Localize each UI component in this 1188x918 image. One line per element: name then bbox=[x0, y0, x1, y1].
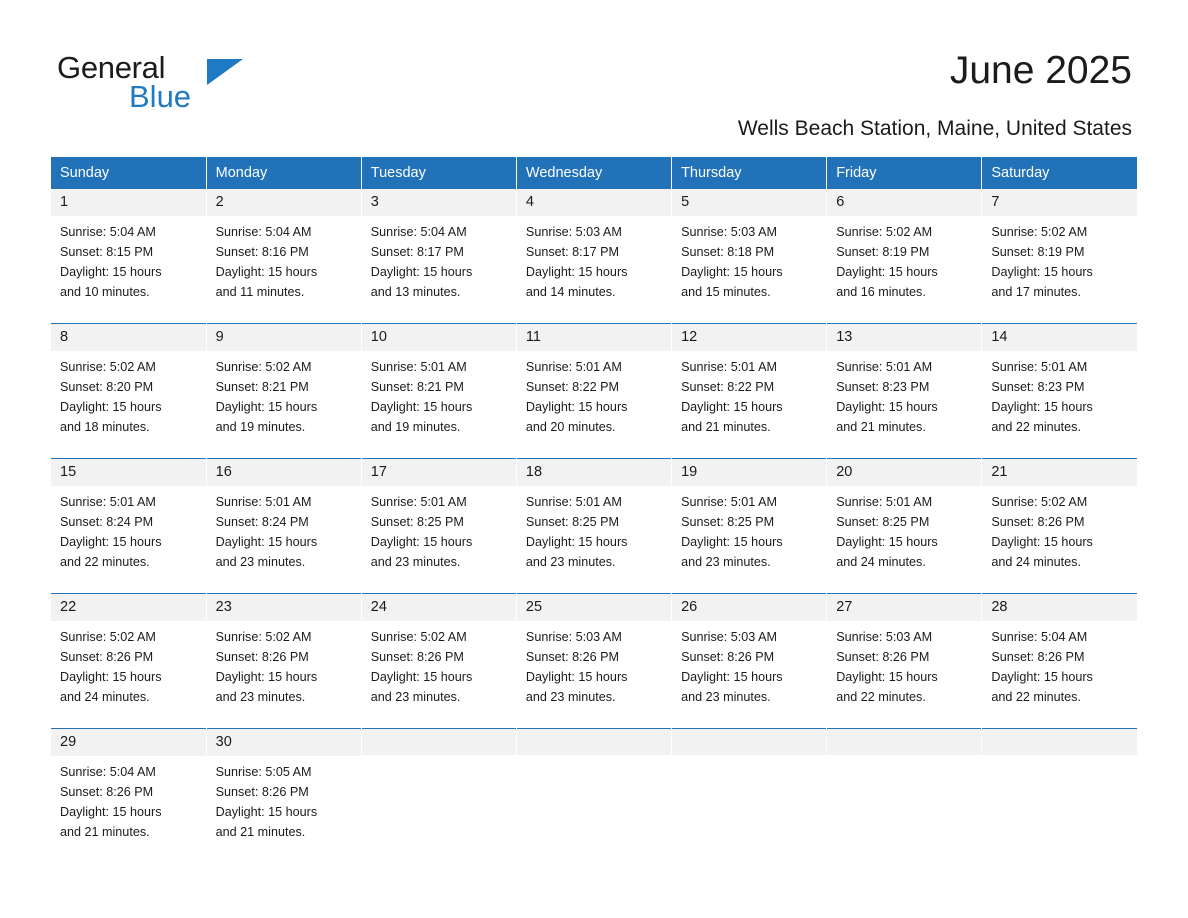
sunrise-text: Sunrise: 5:02 AM bbox=[215, 630, 312, 644]
day-info bbox=[51, 351, 206, 437]
calendar-day-cell-empty bbox=[516, 728, 671, 863]
page-title: June 2025 bbox=[949, 49, 1132, 92]
sunset-text: Sunset: 8:21 PM bbox=[370, 380, 464, 394]
day-info bbox=[362, 486, 516, 572]
daylight-text-line2: and 23 minutes. bbox=[681, 690, 771, 704]
daylight-text-line2: and 15 minutes. bbox=[681, 285, 771, 299]
sunset-text: Sunset: 8:19 PM bbox=[991, 245, 1085, 259]
calendar-day-cell-empty bbox=[361, 728, 516, 863]
day-number: 21 bbox=[982, 458, 1137, 486]
day-number: 17 bbox=[362, 458, 516, 486]
calendar-day-cell[interactable] bbox=[361, 458, 516, 593]
sunrise-text: Sunrise: 5:01 AM bbox=[836, 495, 933, 509]
sunrise-text: Sunrise: 5:01 AM bbox=[681, 360, 777, 374]
daylight-text-line2: and 18 minutes. bbox=[60, 420, 150, 434]
day-info bbox=[982, 351, 1137, 437]
daylight-text-line2: and 17 minutes. bbox=[991, 285, 1081, 299]
sunset-text: Sunset: 8:26 PM bbox=[681, 650, 775, 664]
calendar-day-cell[interactable] bbox=[516, 458, 671, 593]
sunset-text: Sunset: 8:19 PM bbox=[836, 245, 930, 259]
daylight-text-line2: and 24 minutes. bbox=[836, 555, 926, 569]
daylight-text-line2: and 23 minutes. bbox=[681, 555, 771, 569]
daylight-text-line2: and 21 minutes. bbox=[60, 825, 150, 839]
weekday-header-monday: Monday bbox=[206, 157, 361, 188]
calendar-day-cell-empty bbox=[672, 728, 827, 863]
daylight-text-line1: Daylight: 15 hours bbox=[991, 535, 1093, 549]
day-info bbox=[51, 216, 206, 302]
day-number: 29 bbox=[51, 728, 206, 756]
daylight-text-line1: Daylight: 15 hours bbox=[215, 805, 318, 819]
day-info bbox=[827, 216, 981, 302]
weekday-header-sunday: Sunday bbox=[51, 157, 206, 188]
daylight-text-line1: Daylight: 15 hours bbox=[60, 265, 162, 279]
calendar-day-cell-empty bbox=[982, 728, 1137, 863]
day-number: 1 bbox=[51, 188, 206, 216]
daylight-text-line1: Daylight: 15 hours bbox=[215, 400, 318, 414]
sunset-text: Sunset: 8:25 PM bbox=[836, 515, 930, 529]
day-number: 8 bbox=[51, 323, 206, 351]
calendar-day-cell[interactable] bbox=[206, 728, 361, 863]
daylight-text-line1: Daylight: 15 hours bbox=[681, 670, 783, 684]
calendar-week-row bbox=[51, 728, 1137, 863]
sunrise-text: Sunrise: 5:01 AM bbox=[60, 495, 156, 509]
day-number bbox=[517, 728, 671, 755]
sunrise-text: Sunrise: 5:01 AM bbox=[525, 495, 622, 509]
sunrise-text: Sunrise: 5:02 AM bbox=[215, 360, 312, 374]
day-info bbox=[51, 486, 206, 572]
sunset-text: Sunset: 8:15 PM bbox=[60, 245, 154, 259]
calendar-week-row bbox=[51, 458, 1137, 593]
daylight-text-line2: and 16 minutes. bbox=[836, 285, 926, 299]
sunrise-text: Sunrise: 5:04 AM bbox=[991, 630, 1088, 644]
day-info bbox=[517, 216, 671, 302]
day-info bbox=[362, 351, 516, 437]
daylight-text-line1: Daylight: 15 hours bbox=[215, 535, 318, 549]
day-info bbox=[672, 486, 826, 572]
calendar-day-cell[interactable] bbox=[827, 323, 982, 458]
daylight-text-line1: Daylight: 15 hours bbox=[836, 400, 938, 414]
day-number: 26 bbox=[672, 593, 826, 621]
calendar-day-cell[interactable] bbox=[982, 458, 1137, 593]
calendar-day-cell[interactable] bbox=[672, 593, 827, 728]
sunrise-text: Sunrise: 5:03 AM bbox=[681, 630, 777, 644]
logo-triangle-icon bbox=[207, 59, 243, 85]
daylight-text-line2: and 23 minutes. bbox=[370, 690, 461, 704]
calendar-day-cell[interactable] bbox=[206, 323, 361, 458]
sunset-text: Sunset: 8:24 PM bbox=[60, 515, 154, 529]
day-info bbox=[362, 621, 516, 707]
sunset-text: Sunset: 8:25 PM bbox=[525, 515, 620, 529]
daylight-text-line1: Daylight: 15 hours bbox=[681, 265, 783, 279]
sunrise-text: Sunrise: 5:02 AM bbox=[991, 225, 1088, 239]
sunset-text: Sunset: 8:26 PM bbox=[836, 650, 930, 664]
calendar-day-cell[interactable] bbox=[361, 593, 516, 728]
day-number: 14 bbox=[982, 323, 1137, 351]
calendar-day-cell[interactable] bbox=[51, 728, 206, 863]
day-info bbox=[51, 756, 206, 842]
sunrise-text: Sunrise: 5:01 AM bbox=[681, 495, 777, 509]
calendar-day-cell[interactable] bbox=[361, 323, 516, 458]
calendar-day-cell[interactable] bbox=[206, 458, 361, 593]
page-header bbox=[0, 0, 1188, 140]
sunset-text: Sunset: 8:24 PM bbox=[215, 515, 309, 529]
daylight-text-line1: Daylight: 15 hours bbox=[525, 265, 628, 279]
sunrise-text: Sunrise: 5:03 AM bbox=[525, 630, 622, 644]
day-info bbox=[672, 216, 826, 302]
day-number: 5 bbox=[672, 188, 826, 216]
daylight-text-line1: Daylight: 15 hours bbox=[836, 670, 938, 684]
sunrise-text: Sunrise: 5:01 AM bbox=[370, 495, 467, 509]
daylight-text-line1: Daylight: 15 hours bbox=[991, 670, 1093, 684]
daylight-text-line2: and 24 minutes. bbox=[991, 555, 1081, 569]
daylight-text-line2: and 22 minutes. bbox=[60, 555, 150, 569]
day-number: 6 bbox=[827, 188, 981, 216]
day-info bbox=[827, 351, 981, 437]
day-info bbox=[827, 486, 981, 572]
daylight-text-line1: Daylight: 15 hours bbox=[60, 805, 162, 819]
day-number: 20 bbox=[827, 458, 981, 486]
calendar-week-row bbox=[51, 188, 1137, 323]
day-info bbox=[982, 486, 1137, 572]
daylight-text-line2: and 24 minutes. bbox=[60, 690, 150, 704]
sunset-text: Sunset: 8:17 PM bbox=[525, 245, 620, 259]
calendar-day-cell[interactable] bbox=[206, 188, 361, 323]
daylight-text-line1: Daylight: 15 hours bbox=[836, 535, 938, 549]
calendar-day-cell[interactable] bbox=[672, 323, 827, 458]
day-info bbox=[207, 486, 361, 572]
logo-text-general: General bbox=[57, 50, 166, 85]
sunrise-text: Sunrise: 5:02 AM bbox=[60, 630, 156, 644]
daylight-text-line2: and 19 minutes. bbox=[215, 420, 306, 434]
day-info bbox=[672, 351, 826, 437]
day-number: 25 bbox=[517, 593, 671, 621]
daylight-text-line2: and 20 minutes. bbox=[525, 420, 616, 434]
daylight-text-line2: and 23 minutes. bbox=[215, 555, 306, 569]
day-number bbox=[362, 728, 516, 755]
daylight-text-line1: Daylight: 15 hours bbox=[60, 670, 162, 684]
logo-text-blue: Blue bbox=[129, 79, 192, 114]
day-number: 24 bbox=[362, 593, 516, 621]
day-info bbox=[207, 351, 361, 437]
day-number: 23 bbox=[207, 593, 361, 621]
sunrise-text: Sunrise: 5:04 AM bbox=[60, 225, 156, 239]
sunset-text: Sunset: 8:26 PM bbox=[215, 785, 309, 799]
calendar-day-cell[interactable] bbox=[51, 458, 206, 593]
daylight-text-line1: Daylight: 15 hours bbox=[681, 535, 783, 549]
daylight-text-line2: and 21 minutes. bbox=[215, 825, 306, 839]
day-number: 18 bbox=[517, 458, 671, 486]
calendar-day-cell[interactable] bbox=[672, 188, 827, 323]
sunset-text: Sunset: 8:26 PM bbox=[370, 650, 464, 664]
day-number: 3 bbox=[362, 188, 516, 216]
calendar-day-cell[interactable] bbox=[982, 593, 1137, 728]
day-number: 4 bbox=[517, 188, 671, 216]
sunrise-text: Sunrise: 5:02 AM bbox=[370, 630, 467, 644]
sunset-text: Sunset: 8:26 PM bbox=[215, 650, 309, 664]
sunrise-text: Sunrise: 5:03 AM bbox=[836, 630, 933, 644]
day-info bbox=[207, 216, 361, 302]
day-info bbox=[207, 756, 361, 842]
day-number: 2 bbox=[207, 188, 361, 216]
day-info bbox=[672, 621, 826, 707]
daylight-text-line2: and 22 minutes. bbox=[991, 690, 1081, 704]
sunset-text: Sunset: 8:26 PM bbox=[991, 515, 1085, 529]
sunrise-text: Sunrise: 5:02 AM bbox=[836, 225, 933, 239]
sunset-text: Sunset: 8:16 PM bbox=[215, 245, 309, 259]
day-number: 28 bbox=[982, 593, 1137, 621]
sunset-text: Sunset: 8:25 PM bbox=[370, 515, 464, 529]
daylight-text-line1: Daylight: 15 hours bbox=[60, 535, 162, 549]
calendar-day-cell[interactable] bbox=[516, 188, 671, 323]
day-info bbox=[827, 621, 981, 707]
daylight-text-line2: and 10 minutes. bbox=[60, 285, 150, 299]
sunset-text: Sunset: 8:20 PM bbox=[60, 380, 154, 394]
calendar-day-cell[interactable] bbox=[982, 323, 1137, 458]
sunrise-text: Sunrise: 5:03 AM bbox=[525, 225, 622, 239]
sunrise-text: Sunrise: 5:02 AM bbox=[60, 360, 156, 374]
sunset-text: Sunset: 8:22 PM bbox=[525, 380, 620, 394]
sunrise-text: Sunrise: 5:01 AM bbox=[991, 360, 1088, 374]
daylight-text-line1: Daylight: 15 hours bbox=[681, 400, 783, 414]
weekday-header-wednesday: Wednesday bbox=[516, 157, 671, 188]
sunrise-text: Sunrise: 5:01 AM bbox=[836, 360, 933, 374]
calendar-day-cell[interactable] bbox=[51, 188, 206, 323]
day-number bbox=[672, 728, 826, 755]
sunrise-text: Sunrise: 5:04 AM bbox=[215, 225, 312, 239]
sunset-text: Sunset: 8:26 PM bbox=[525, 650, 620, 664]
daylight-text-line2: and 23 minutes. bbox=[525, 555, 616, 569]
weekday-header-friday: Friday bbox=[827, 157, 982, 188]
daylight-text-line2: and 19 minutes. bbox=[370, 420, 461, 434]
sunrise-text: Sunrise: 5:05 AM bbox=[215, 765, 312, 779]
calendar-day-cell[interactable] bbox=[361, 188, 516, 323]
weekday-header-tuesday: Tuesday bbox=[361, 157, 516, 188]
general-blue-logo bbox=[57, 50, 257, 112]
daylight-text-line1: Daylight: 15 hours bbox=[370, 535, 473, 549]
day-number: 22 bbox=[51, 593, 206, 621]
calendar-day-cell[interactable] bbox=[206, 593, 361, 728]
day-number: 12 bbox=[672, 323, 826, 351]
weekday-header-thursday: Thursday bbox=[672, 157, 827, 188]
sunset-text: Sunset: 8:23 PM bbox=[991, 380, 1085, 394]
sunrise-text: Sunrise: 5:04 AM bbox=[370, 225, 467, 239]
calendar-day-cell[interactable] bbox=[827, 458, 982, 593]
daylight-text-line2: and 14 minutes. bbox=[525, 285, 616, 299]
sunset-text: Sunset: 8:18 PM bbox=[681, 245, 775, 259]
day-info bbox=[982, 621, 1137, 707]
day-number: 27 bbox=[827, 593, 981, 621]
sunrise-text: Sunrise: 5:04 AM bbox=[60, 765, 156, 779]
sunset-text: Sunset: 8:21 PM bbox=[215, 380, 309, 394]
sunrise-text: Sunrise: 5:02 AM bbox=[991, 495, 1088, 509]
daylight-text-line1: Daylight: 15 hours bbox=[991, 265, 1093, 279]
daylight-text-line1: Daylight: 15 hours bbox=[525, 535, 628, 549]
location-subtitle: Wells Beach Station, Maine, United States bbox=[737, 117, 1132, 140]
daylight-text-line2: and 23 minutes. bbox=[370, 555, 461, 569]
daylight-text-line2: and 22 minutes. bbox=[836, 690, 926, 704]
day-number: 9 bbox=[207, 323, 361, 351]
daylight-text-line1: Daylight: 15 hours bbox=[836, 265, 938, 279]
daylight-text-line1: Daylight: 15 hours bbox=[991, 400, 1093, 414]
calendar-day-cell[interactable] bbox=[827, 188, 982, 323]
sunrise-text: Sunrise: 5:01 AM bbox=[215, 495, 312, 509]
sunset-text: Sunset: 8:26 PM bbox=[60, 650, 154, 664]
day-info bbox=[207, 621, 361, 707]
calendar-day-cell[interactable] bbox=[827, 593, 982, 728]
sunset-text: Sunset: 8:25 PM bbox=[681, 515, 775, 529]
day-number: 19 bbox=[672, 458, 826, 486]
calendar-week-row bbox=[51, 323, 1137, 458]
sunrise-text: Sunrise: 5:01 AM bbox=[370, 360, 467, 374]
daylight-text-line1: Daylight: 15 hours bbox=[370, 265, 473, 279]
sunrise-text: Sunrise: 5:01 AM bbox=[525, 360, 622, 374]
calendar-day-cell[interactable] bbox=[516, 593, 671, 728]
daylight-text-line1: Daylight: 15 hours bbox=[370, 670, 473, 684]
sunset-text: Sunset: 8:23 PM bbox=[836, 380, 930, 394]
daylight-text-line2: and 21 minutes. bbox=[836, 420, 926, 434]
day-info bbox=[517, 486, 671, 572]
daylight-text-line1: Daylight: 15 hours bbox=[370, 400, 473, 414]
day-info bbox=[51, 621, 206, 707]
daylight-text-line1: Daylight: 15 hours bbox=[525, 400, 628, 414]
calendar-day-cell[interactable] bbox=[51, 593, 206, 728]
calendar-week-row bbox=[51, 593, 1137, 728]
daylight-text-line1: Daylight: 15 hours bbox=[525, 670, 628, 684]
daylight-text-line2: and 23 minutes. bbox=[525, 690, 616, 704]
daylight-text-line2: and 11 minutes. bbox=[215, 285, 305, 299]
day-number bbox=[827, 728, 981, 755]
sunset-text: Sunset: 8:26 PM bbox=[991, 650, 1085, 664]
daylight-text-line2: and 23 minutes. bbox=[215, 690, 306, 704]
sunset-text: Sunset: 8:22 PM bbox=[681, 380, 775, 394]
daylight-text-line2: and 22 minutes. bbox=[991, 420, 1081, 434]
sunrise-sunset-calendar bbox=[51, 157, 1137, 863]
day-number: 7 bbox=[982, 188, 1137, 216]
daylight-text-line1: Daylight: 15 hours bbox=[60, 400, 162, 414]
day-number: 30 bbox=[207, 728, 361, 756]
daylight-text-line1: Daylight: 15 hours bbox=[215, 265, 318, 279]
day-number: 10 bbox=[362, 323, 516, 351]
day-number bbox=[982, 728, 1137, 755]
day-info bbox=[362, 216, 516, 302]
calendar-day-cell-empty bbox=[827, 728, 982, 863]
daylight-text-line2: and 13 minutes. bbox=[370, 285, 461, 299]
sunset-text: Sunset: 8:17 PM bbox=[370, 245, 464, 259]
weekday-header-saturday: Saturday bbox=[982, 157, 1137, 188]
sunrise-text: Sunrise: 5:03 AM bbox=[681, 225, 777, 239]
day-number: 11 bbox=[517, 323, 671, 351]
sunset-text: Sunset: 8:26 PM bbox=[60, 785, 154, 799]
calendar-day-cell[interactable] bbox=[982, 188, 1137, 323]
day-info bbox=[982, 216, 1137, 302]
calendar-day-cell[interactable] bbox=[516, 323, 671, 458]
daylight-text-line2: and 21 minutes. bbox=[681, 420, 771, 434]
day-number: 13 bbox=[827, 323, 981, 351]
daylight-text-line1: Daylight: 15 hours bbox=[215, 670, 318, 684]
calendar-day-cell[interactable] bbox=[51, 323, 206, 458]
calendar-day-cell[interactable] bbox=[672, 458, 827, 593]
day-info bbox=[517, 351, 671, 437]
weekday-header-row bbox=[51, 157, 1137, 188]
day-number: 15 bbox=[51, 458, 206, 486]
day-info bbox=[517, 621, 671, 707]
day-number: 16 bbox=[207, 458, 361, 486]
